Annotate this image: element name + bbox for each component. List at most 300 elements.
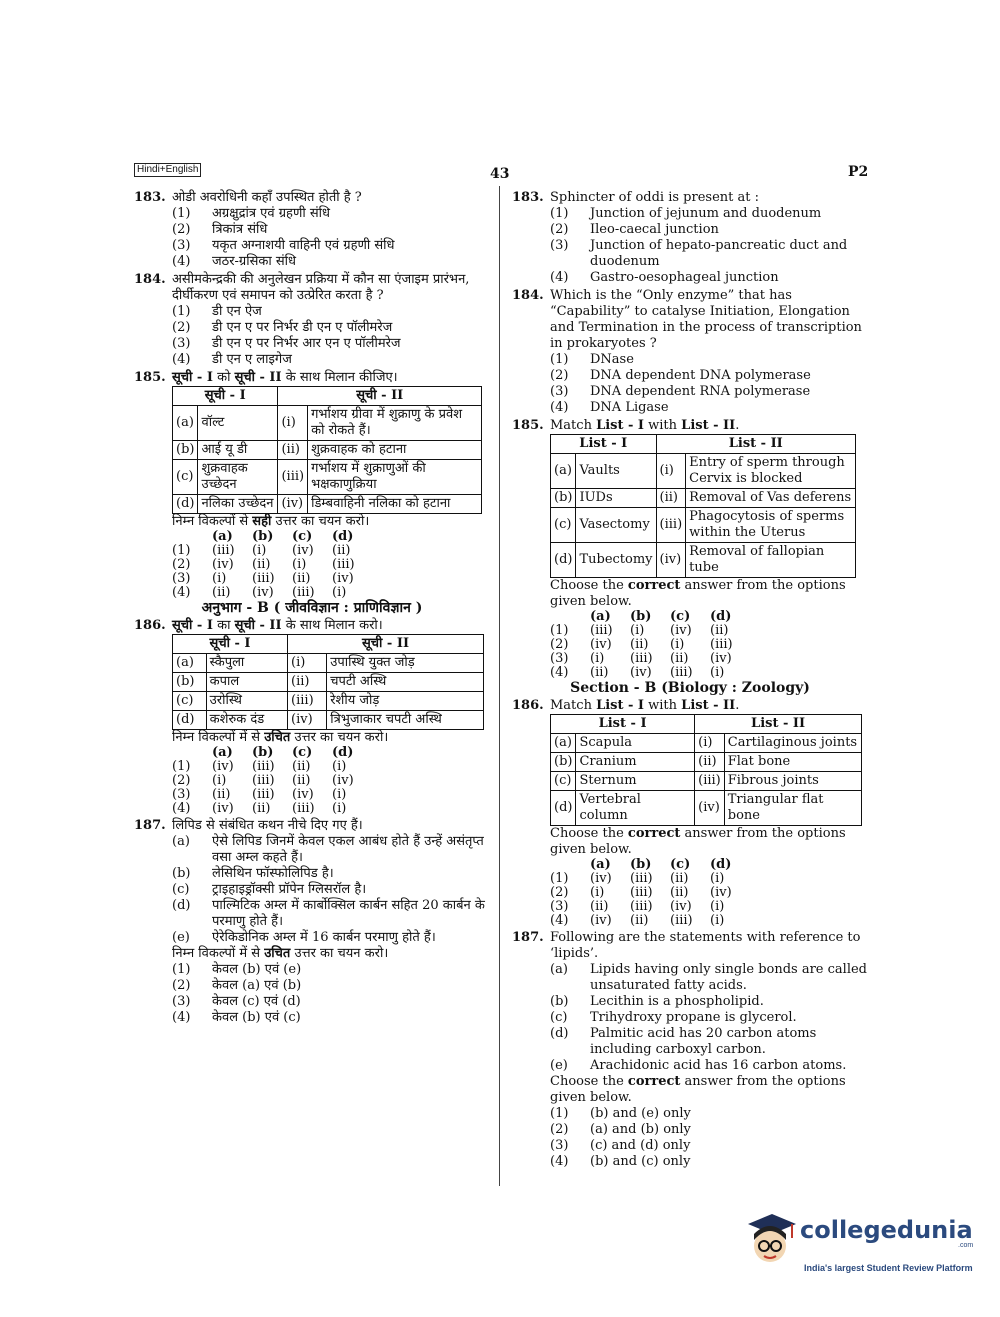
cell: IUDs (576, 489, 656, 508)
question-number: 186. (512, 698, 544, 713)
cell: गर्भाशय ग्रीवा में शुक्राणु के प्रवेश को रोकते हैं। (308, 406, 482, 441)
option-text: अग्रक्षुद्रांत्र एवं ग्रहणी संधि (212, 206, 330, 221)
text-part: answer from the options given below. (550, 578, 846, 609)
answer-row (550, 638, 868, 652)
option-number: (3) (172, 336, 191, 351)
statement-text: Arachidonic acid has 16 carbon atoms. (590, 1058, 847, 1073)
option-number: (1) (172, 206, 191, 221)
table-row (551, 772, 862, 791)
cell: (iii) (695, 772, 725, 791)
cell: (1) (172, 759, 191, 774)
option (172, 254, 490, 270)
list-ref: List - II (681, 698, 736, 713)
question-183-en (512, 190, 868, 286)
cell: (4) (550, 913, 569, 928)
answer-head: (c) (292, 745, 313, 760)
answer-head: (d) (332, 529, 354, 544)
option (550, 1122, 868, 1138)
option-text: (b) and (e) only (590, 1106, 691, 1121)
answer-row (550, 900, 868, 914)
cell: (d) (173, 495, 198, 514)
option-text: डी एन ए पर निर्भर डी एन ए पॉलीमरेज (212, 320, 393, 335)
option-number: (3) (550, 384, 569, 399)
cell: Triangular flat bone (724, 791, 861, 826)
cell: (i) (656, 454, 686, 489)
cell: Removal of fallopian tube (686, 543, 856, 578)
statement-label: (d) (172, 898, 191, 913)
cell: (a) (173, 406, 198, 441)
cell: (iv) (292, 787, 314, 802)
cell: (iii) (630, 651, 653, 666)
option-text: (c) and (d) only (590, 1138, 691, 1153)
cell: (iv) (710, 885, 732, 900)
text-part: answer from the options given below. (550, 826, 846, 857)
question-183-hi (134, 190, 490, 270)
cell: Removal of Vas deferens (686, 489, 856, 508)
answer-row (172, 558, 490, 572)
cell: (3) (172, 571, 191, 586)
cell: कशेरुक दंड (206, 711, 287, 730)
cell: (d) (551, 543, 576, 578)
page-number: 43 (490, 166, 510, 182)
answer-grid (172, 746, 490, 816)
option-text: केवल (b) एवं (c) (212, 1010, 301, 1025)
cell: Vertebral column (576, 791, 695, 826)
cell: (iii) (252, 773, 275, 788)
option-number: (1) (172, 962, 191, 977)
cell: (iv) (590, 637, 612, 652)
option (550, 352, 868, 368)
text-part: उत्तर का चयन करो। (290, 946, 389, 961)
option-text: Junction of hepato-pancreatic duct and duodenum (590, 238, 848, 269)
cell: (ii) (630, 913, 649, 928)
section-heading-hi: अनुभाग - B ( जीवविज्ञान : प्राणिविज्ञान ) (201, 600, 423, 616)
option (550, 1106, 868, 1122)
question-184-en (512, 288, 868, 416)
option-number: (1) (172, 304, 191, 319)
cell: गर्भाशय में शुक्राणुओं की भक्षकाणुक्रिया (308, 460, 482, 495)
answer-head: (d) (710, 609, 732, 624)
cell: (2) (550, 637, 569, 652)
cell: (i) (710, 665, 725, 680)
answer-row (550, 652, 868, 666)
cell: (iii) (292, 801, 315, 816)
option (172, 352, 490, 368)
option (172, 320, 490, 336)
cell: (ii) (630, 637, 649, 652)
cell: (iv) (590, 913, 612, 928)
question-text: Following are the statements with reference to ‘lipids’. (550, 930, 861, 961)
list-ref: सूची - I (172, 618, 213, 633)
cell: (iv) (590, 871, 612, 886)
answer-row (172, 760, 490, 774)
statement-label: (c) (172, 882, 190, 897)
cell: (4) (172, 585, 191, 600)
cell: (b) (551, 753, 576, 772)
answer-head: (b) (630, 857, 652, 872)
language-tag: Hindi+English (134, 163, 201, 177)
text-part: with (644, 698, 682, 713)
table-row (551, 734, 862, 753)
option-text: जठर-ग्रसिका संधि (212, 254, 297, 269)
cell: (4) (550, 665, 569, 680)
question-number: 185. (134, 370, 166, 385)
text-part: के साथ मिलान कीजिए। (281, 370, 398, 385)
cell: (ii) (332, 543, 351, 558)
cell: (iii) (656, 508, 686, 543)
choice-instruction (550, 1074, 868, 1106)
cell: Entry of sperm through Cervix is blocked (686, 454, 856, 489)
option-text: DNA Ligase (590, 400, 669, 415)
answer-head: (d) (710, 857, 732, 872)
text-part: . (735, 698, 740, 713)
brand-name: collegedunia (800, 1216, 973, 1244)
question-text: लिपिड से संबंधित कथन नीचे दिए गए हैं। (172, 818, 363, 833)
text-part: को (212, 370, 235, 385)
question-number: 187. (134, 818, 166, 833)
table-header: List - I (551, 715, 695, 734)
cell: (i) (590, 885, 605, 900)
text-part: Match (550, 418, 597, 433)
cell: (ii) (670, 871, 689, 886)
statement-text: Lecithin is a phospholipid. (590, 994, 764, 1009)
answer-head: (b) (630, 609, 652, 624)
answer-row (172, 788, 490, 802)
question-186-en (512, 698, 868, 928)
option-text: (a) and (b) only (590, 1122, 691, 1137)
option-text: केवल (a) एवं (b) (212, 978, 302, 993)
table-header: List - II (695, 715, 862, 734)
cell: (iv) (630, 665, 652, 680)
text-part: के साथ मिलान करो। (281, 618, 383, 633)
option-text: DNA dependent RNA polymerase (590, 384, 811, 399)
answer-row (172, 586, 490, 600)
option (550, 270, 868, 286)
cell: (i) (212, 773, 227, 788)
answer-row (172, 544, 490, 558)
cell: (ii) (292, 773, 311, 788)
cell: (iii) (630, 885, 653, 900)
answer-row (550, 914, 868, 928)
cell: (a) (173, 654, 207, 673)
cell: (iv) (670, 899, 692, 914)
table-row (173, 711, 484, 730)
question-number: 185. (512, 418, 544, 433)
cell: (i) (630, 623, 645, 638)
option-text: केवल (b) एवं (e) (212, 962, 302, 977)
table-row (551, 508, 856, 543)
table-row (173, 692, 484, 711)
cell: Tubectomy (576, 543, 656, 578)
question-text: Sphincter of oddi is present at : (550, 190, 759, 205)
cell: (a) (551, 734, 576, 753)
table-row (173, 495, 482, 514)
answer-grid (550, 610, 868, 680)
option (172, 238, 490, 254)
cell: (iii) (252, 571, 275, 586)
cell: (iv) (212, 557, 234, 572)
cell: Flat bone (724, 753, 861, 772)
answer-head: (c) (670, 857, 691, 872)
cell: डिम्बवाहिनी नलिका को हटाना (308, 495, 482, 514)
cell: (i) (332, 801, 347, 816)
cell: (ii) (252, 557, 271, 572)
cell: उरोस्थि (206, 692, 287, 711)
question-text: Which is the “Only enzyme” that has “Capability” to catalyse Initiation, Elongation and Termination in the process of transcription in prokaryotes ? (550, 288, 862, 351)
cell: (4) (172, 801, 191, 816)
question-text: असीमकेन्द्रकी की अनुलेखन प्रक्रिया में कौन सा एंजाइम प्रारंभन, दीर्घीकरण एवं समापन को उत्प्रेरित करता है ? (172, 272, 470, 303)
choice-instruction (172, 946, 490, 962)
cell: (1) (550, 871, 569, 886)
statement-label: (c) (550, 1010, 568, 1025)
cell: (iii) (278, 460, 308, 495)
option-number: (2) (172, 978, 191, 993)
text-part: . (735, 418, 740, 433)
text-part: Match (550, 698, 597, 713)
answer-row (172, 802, 490, 816)
question-text (550, 418, 868, 434)
statement-text: ऐसे लिपिड जिनमें केवल एकल आबंध होते हैं उन्हें असंतृप्त वसा अम्ल कहते हैं। (212, 834, 484, 865)
cell: (iii) (288, 692, 327, 711)
cell: (iv) (332, 571, 354, 586)
cell: (ii) (695, 753, 725, 772)
match-table (172, 634, 484, 730)
option-number: (1) (550, 1106, 569, 1121)
question-text (172, 618, 490, 634)
cell: Scapula (576, 734, 695, 753)
option (172, 336, 490, 352)
option (550, 384, 868, 400)
statement-label: (e) (172, 930, 190, 945)
option-number: (4) (172, 352, 191, 367)
cell: (iv) (288, 711, 327, 730)
cell: (iv) (695, 791, 725, 826)
text-part: Choose the (550, 826, 628, 841)
option-text: Gastro-oesophageal junction (590, 270, 779, 285)
option (172, 978, 490, 994)
cell: (2) (550, 885, 569, 900)
option-text: Ileo-caecal junction (590, 222, 719, 237)
cell: (i) (590, 651, 605, 666)
statement-text: ट्राइहाइड्रॉक्सी प्रॉपेन ग्लिसरॉल है। (212, 882, 367, 897)
cell: रेशीय जोड़ (327, 692, 484, 711)
option-number: (3) (550, 238, 569, 253)
cell: (ii) (212, 787, 231, 802)
cell: (iv) (212, 759, 234, 774)
cell: (i) (332, 787, 347, 802)
cell: (iv) (670, 623, 692, 638)
answer-head: (a) (212, 529, 233, 544)
cell: Fibrous joints (724, 772, 861, 791)
table-row (173, 460, 482, 495)
statement-label: (e) (550, 1058, 568, 1073)
answer-head: (a) (212, 745, 233, 760)
cell: (i) (252, 543, 267, 558)
cell: (iv) (278, 495, 308, 514)
cell: (ii) (656, 489, 686, 508)
answer-head: (b) (252, 745, 274, 760)
option-number: (4) (550, 1154, 569, 1169)
cell: स्कैपुला (206, 654, 287, 673)
cell: (i) (695, 734, 725, 753)
statement (550, 962, 868, 994)
option-text: DNase (590, 352, 634, 367)
option-number: (4) (550, 270, 569, 285)
cell: Vasectomy (576, 508, 656, 543)
cell: (i) (710, 913, 725, 928)
option-text: केवल (c) एवं (d) (212, 994, 301, 1009)
cell: (iv) (710, 651, 732, 666)
option-text: डी एन ए पर निर्भर आर एन ए पॉलीमरेज (212, 336, 401, 351)
cell: (iv) (252, 585, 274, 600)
option-number: (4) (172, 254, 191, 269)
cell: (iii) (670, 913, 693, 928)
statement-text: पाल्मिटिक अम्ल में कार्बोक्सिल कार्बन सहित 20 कार्बन के परमाणु होते हैं। (212, 898, 485, 929)
answer-row (550, 624, 868, 638)
cell: Cartilaginous joints (724, 734, 861, 753)
choice-instruction (550, 578, 868, 610)
option (172, 1010, 490, 1026)
text-part: उत्तर का चयन करो। (271, 514, 370, 529)
answer-row (550, 872, 868, 886)
answer-row (550, 886, 868, 900)
question-number: 183. (512, 190, 544, 205)
option (550, 222, 868, 238)
text-part: निम्न विकल्पों में से (172, 946, 265, 961)
cell: (i) (710, 871, 725, 886)
match-table (550, 434, 856, 578)
table-row (551, 454, 856, 489)
paper-code: P2 (848, 164, 869, 180)
cell: (iii) (630, 871, 653, 886)
cell: (ii) (590, 899, 609, 914)
cell: (i) (278, 406, 308, 441)
table-row (551, 753, 862, 772)
cell: आई यू डी (198, 441, 278, 460)
option-text: यकृत अग्नाशयी वाहिनी एवं ग्रहणी संधि (212, 238, 395, 253)
answer-head: (a) (590, 609, 611, 624)
statement-text: ऐरेकिडोनिक अम्ल में 16 कार्बन परमाणु होते हैं। (212, 930, 436, 945)
statement-label: (b) (550, 994, 569, 1009)
statement-text: Lipids having only single bonds are called unsaturated fatty acids. (590, 962, 867, 993)
cell: (iii) (332, 557, 355, 572)
option (172, 206, 490, 222)
cell: कपाल (206, 673, 287, 692)
cell: (a) (551, 454, 576, 489)
cell: (iv) (212, 801, 234, 816)
table-row (551, 489, 856, 508)
option-text: Junction of jejunum and duodenum (590, 206, 822, 221)
table-row (551, 543, 856, 578)
cell: उपास्थि युक्त जोड़ (327, 654, 484, 673)
statement (172, 834, 490, 866)
statement (550, 1058, 868, 1074)
option-number: (2) (172, 222, 191, 237)
option (172, 304, 490, 320)
cell: (iv) (332, 773, 354, 788)
statement (550, 994, 868, 1010)
question-text: ओडी अवरोधिनी कहाँ उपस्थित होती है ? (172, 190, 362, 205)
table-header: सूची - II (278, 387, 482, 406)
cell: (ii) (252, 801, 271, 816)
question-text (172, 370, 490, 386)
table-header: सूची - II (288, 635, 484, 654)
brand-dotcom: .com (958, 1242, 974, 1249)
option-text: (b) and (c) only (590, 1154, 691, 1169)
option-text: डी एन ए लाइगेज (212, 352, 292, 367)
option (172, 222, 490, 238)
cell: (ii) (288, 673, 327, 692)
answer-row (172, 572, 490, 586)
answer-grid (172, 530, 490, 600)
table-row (551, 791, 862, 826)
question-number: 187. (512, 930, 544, 945)
cell: (2) (172, 557, 191, 572)
statement-label: (a) (172, 834, 190, 849)
section-heading-en: Section - B (Biology : Zoology) (570, 680, 810, 696)
option-number: (3) (172, 994, 191, 1009)
cell: Sternum (576, 772, 695, 791)
answer-head: (d) (332, 745, 354, 760)
table-header: List - II (656, 435, 855, 454)
statement-label: (d) (550, 1026, 569, 1041)
brand-tagline: India's largest Student Review Platform (804, 1263, 973, 1273)
cell: (iii) (630, 899, 653, 914)
option-number: (4) (550, 400, 569, 415)
cell: (d) (551, 791, 576, 826)
cell: (ii) (212, 585, 231, 600)
option (550, 368, 868, 384)
choice-instruction (550, 826, 868, 858)
answer-head: (a) (590, 857, 611, 872)
option (172, 962, 490, 978)
option-number: (3) (550, 1138, 569, 1153)
text-part: उत्तर का चयन करो। (290, 730, 389, 745)
table-header: सूची - I (173, 635, 288, 654)
answer-head: (c) (670, 609, 691, 624)
question-number: 183. (134, 190, 166, 205)
text-part: Choose the (550, 1074, 628, 1089)
list-ref: सूची - I (172, 370, 213, 385)
question-187-en (512, 930, 868, 1170)
cell: चपटी अस्थि (327, 673, 484, 692)
text-part: का (212, 618, 235, 633)
table-row (173, 406, 482, 441)
cell: (iii) (292, 585, 315, 600)
table-row (173, 441, 482, 460)
cell: (ii) (590, 665, 609, 680)
cell: (3) (550, 651, 569, 666)
statement (172, 898, 490, 930)
match-table (550, 714, 862, 826)
cell: (c) (173, 460, 198, 495)
cell: (i) (212, 571, 227, 586)
option-number: (4) (172, 1010, 191, 1025)
cell: (d) (173, 711, 207, 730)
cell: (3) (172, 787, 191, 802)
statement (550, 1010, 868, 1026)
statement-label: (a) (550, 962, 568, 977)
choice-instruction (172, 730, 490, 746)
answer-head: (b) (252, 529, 274, 544)
answer-row (550, 666, 868, 680)
option (550, 1154, 868, 1170)
cell: (i) (670, 637, 685, 652)
answer-grid (550, 858, 868, 928)
statement-text: लेसिथिन फॉस्फोलिपिड है। (212, 866, 334, 881)
list-ref: List - II (681, 418, 736, 433)
cell: (1) (172, 543, 191, 558)
